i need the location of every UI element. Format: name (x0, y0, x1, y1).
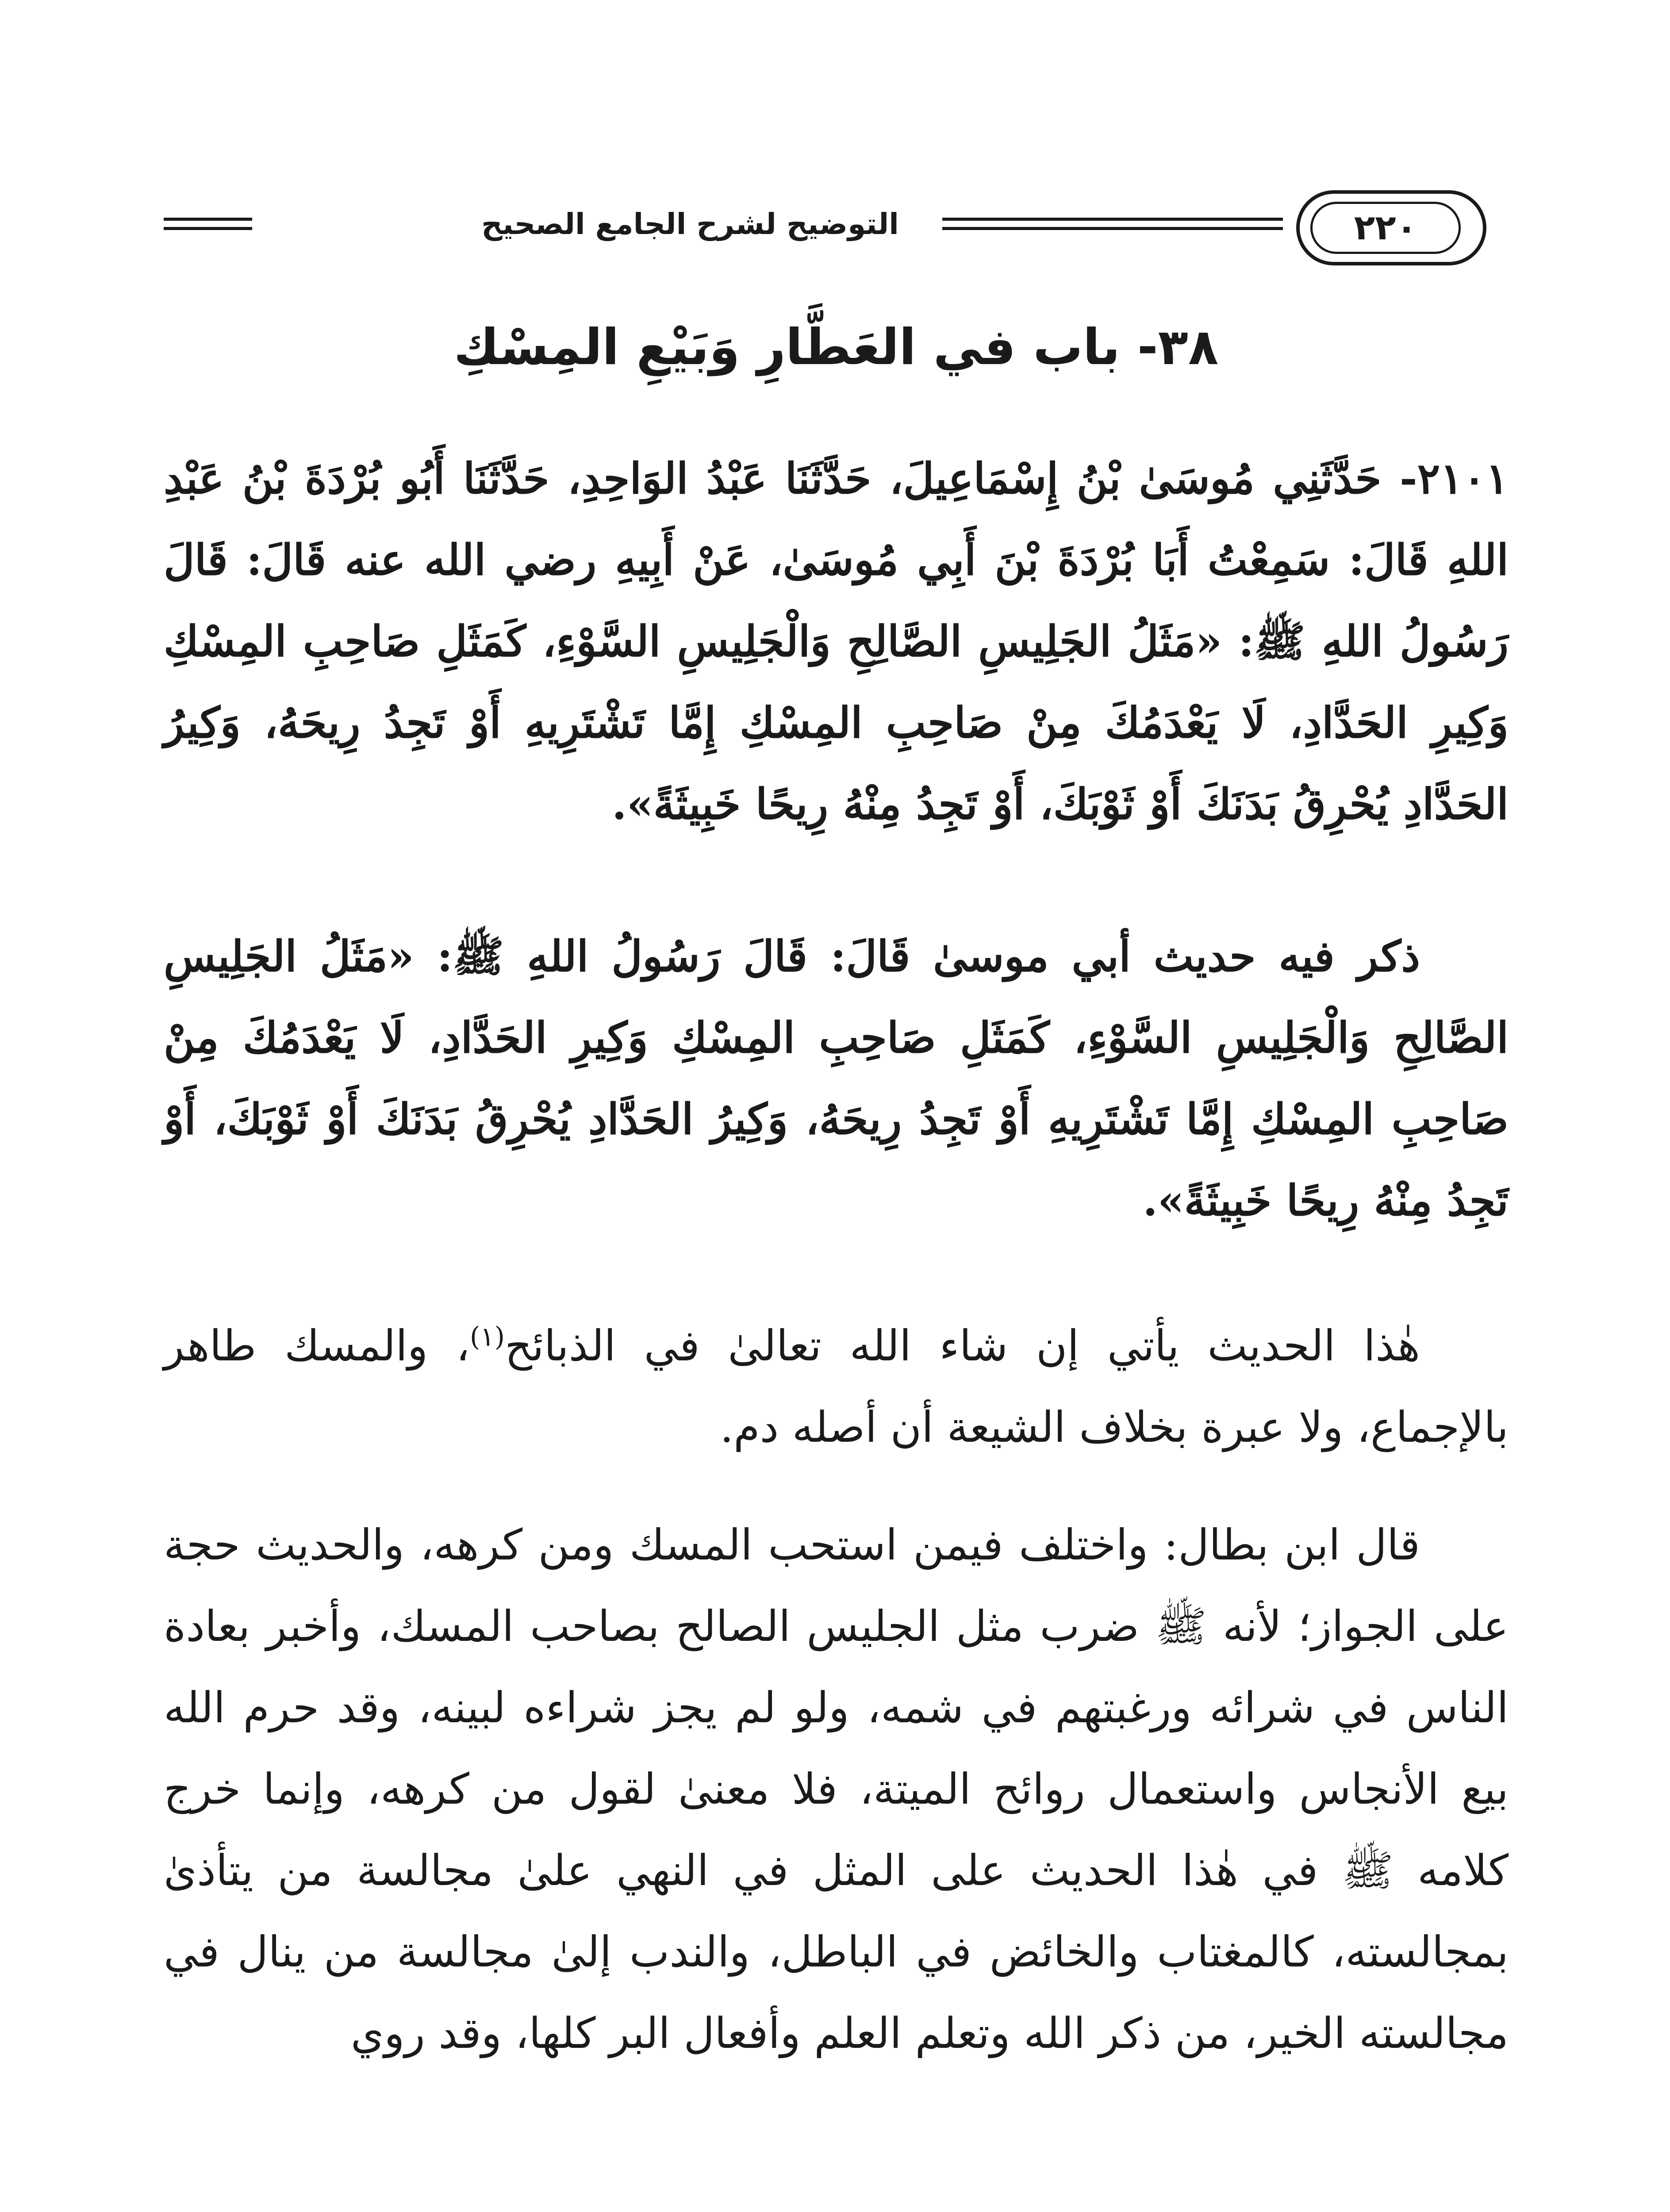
note-text-start: هٰذا الحديث يأتي إن شاء الله تعالىٰ في الذبائح (505, 1321, 1420, 1371)
footnote-marker: (١) (469, 1321, 505, 1352)
page-header (164, 190, 1509, 270)
page-number-badge (1296, 190, 1486, 265)
ibn-battal-paragraph: قال ابن بطال: واختلف فيمن استحب المسك ومن كرهه، والحديث حجة على الجواز؛ لأنه ﷺ ضرب مثل الجليس الصالح بصاحب المسك، وأخبر بعادة الناس في شرائه ورغبتهم في شمه، ولو لم يجز شراءه لبينه، وقد حرم الله بيع الأنجاس واستعمال روائح الميتة، فلا معنىٰ لقول من كرهه، وإنما خرج كلامه ﷺ في هٰذا الحديث على المثل في النهي علىٰ مجالسة من يتأذىٰ بمجالسته، كالمغتاب والخائض في الباطل، والندب إلىٰ مجالسة من ينال في مجالسته الخير، من ذكر الله وتعلم العلم وأفعال البر كلها، وقد روي (164, 1520, 1509, 2058)
commentary-paragraph: ذكر فيه حديث أبي موسىٰ قَالَ: قَالَ رَسُولُ اللهِ ﷺ: «مَثَلُ الجَلِيسِ الصَّالِحِ وَالْجَلِيسِ السَّوْءِ، كَمَثَلِ صَاحِبِ المِسْكِ وَكِيرِ الحَدَّادِ، لَا يَعْدَمُكَ مِنْ صَاحِبِ المِسْكِ إِمَّا تَشْتَرِيهِ أَوْ تَجِدُ رِيحَهُ، وَكِيرُ الحَدَّادِ يُحْرِقُ بَدَنَكَ أَوْ ثَوْبَكَ، أَوْ تَجِدُ مِنْهُ رِيحًا خَبِيثَةً». (164, 931, 1509, 1225)
note-text-end: ، والمسك طاهر بالإجماع، ولا عبرة بخلاف الشيعة أن أصله دم. (164, 1321, 1509, 1452)
chapter-title: ٣٨- باب في العَطَّارِ وَبَيْعِ المِسْكِ (453, 319, 1219, 376)
note-paragraph (164, 1305, 1509, 1468)
header-rule-middle (942, 218, 1283, 230)
hadith-paragraph: ٢١٠١- حَدَّثَنِي مُوسَىٰ بْنُ إِسْمَاعِيلَ، حَدَّثَنَا عَبْدُ الوَاحِدِ، حَدَّثَنَا أَبُو بُرْدَةَ بْنُ عَبْدِ اللهِ قَالَ: سَمِعْتُ أَبَا بُرْدَةَ بْنَ أَبِي مُوسَىٰ، عَنْ أَبِيهِ رضي الله عنه قَالَ: قَالَ رَسُولُ اللهِ ﷺ: «مَثَلُ الجَلِيسِ الصَّالِحِ وَالْجَلِيسِ السَّوْءِ، كَمَثَلِ صَاحِبِ المِسْكِ وَكِيرِ الحَدَّادِ، لَا يَعْدَمُكَ مِنْ صَاحِبِ المِسْكِ إِمَّا تَشْتَرِيهِ أَوْ تَجِدُ رِيحَهُ، وَكِيرُ الحَدَّادِ يُحْرِقُ بَدَنَكَ أَوْ ثَوْبَكَ، أَوْ تَجِدُ مِنْهُ رِيحًا خَبِيثَةً». (164, 453, 1509, 829)
page-number: ٢٢٠ (1310, 202, 1461, 254)
header-rule-left (164, 218, 252, 230)
running-header-title: التوضيح لشرح الجامع الصحيح (481, 207, 899, 241)
